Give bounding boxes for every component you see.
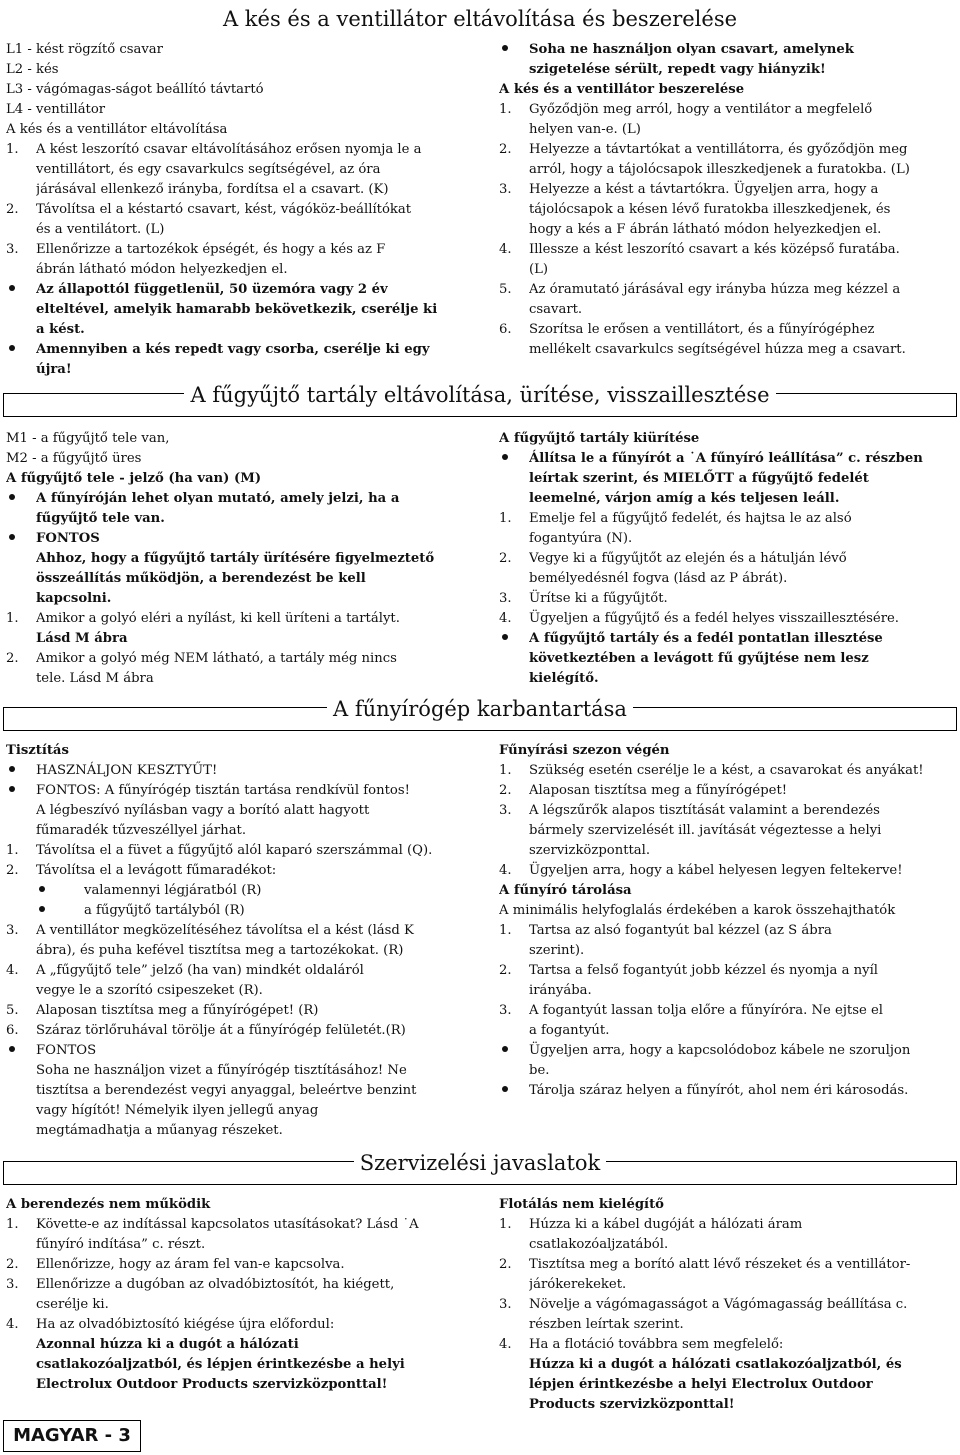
numbered-item [6,609,470,649]
item-number: 2. [6,202,19,217]
text-line: Alaposan tisztítsa meg a fűnyírógépet! [529,783,788,798]
numbered-item [6,200,470,240]
item-text [36,609,470,649]
text-line: járásával ellenkező irányba, fordítsa el a csavart. (K) [36,182,389,197]
numbered-item [6,1021,470,1041]
item-text [529,509,959,549]
text-line: Ahhoz, hogy a fűgyűjtő tartály ürítésére figyelmeztető [36,551,435,566]
text-line: részben leírtak szerint. [529,1317,684,1332]
item-text [529,761,959,781]
numbered-item [499,761,959,781]
paragraph: L4 - ventillátor [6,102,106,117]
item-text [36,280,470,340]
text-line: Lásd M ábra [36,631,128,646]
text-line: FONTOS [36,1043,97,1058]
text-line: A légszűrők alapos tisztítását valamint a berendezés [529,803,880,818]
item-text [529,1001,959,1041]
text-line: vagy hígítót! Némelyik ilyen jellegű anyag [36,1103,319,1118]
text-line: Tartsa a felső fogantyút jobb kézzel és nyomja a nyíl [529,963,879,978]
item-text [529,609,959,629]
text-line: Tárolja száraz helyen a fűnyírót, ahol nem éri károsodás. [529,1083,909,1098]
text-line: lépjen érintkezésbe a helyi Electrolux Outdoor [529,1377,873,1392]
bullet-dot-icon [6,761,12,781]
paragraph: L2 - kés [6,62,59,77]
text-line: Állítsa le a fűnyírót a ˙A fűnyíró leállítása” c. részben [529,451,923,466]
text-line: Tisztítsa meg a borító alatt lévő részeket és a ventillátor- [529,1257,911,1272]
text-line: Ügyeljen arra, hogy a kábel helyesen legyen feltekerve! [529,863,903,878]
left-column [6,741,470,1141]
text-line: Amikor a golyó eléri a nyílást, ki kell üríteni a tartályt. [36,611,400,626]
text-line: Electrolux Outdoor Products szervizközponttal! [36,1377,388,1392]
text-line: csavart. [529,302,583,317]
text-line: arról, hogy a tájolócsapok illeszkedjenek a furatokba. (L) [529,162,910,177]
numbered-item [499,140,959,180]
item-text [36,1001,470,1021]
item-number: 3. [6,923,19,938]
section-title: A kés és a ventillátor eltávolítása és beszerelése [222,7,738,31]
item-number: 2. [499,1257,512,1272]
item-text [36,861,470,881]
item-number: 4. [499,1337,512,1352]
item-number: 1. [499,511,512,526]
item-text [36,1215,470,1255]
text-line: fűgyűjtő tele van. [36,511,165,526]
text-line: Vegye ki a fűgyűjtőt az elején és a hátulján lévő [529,551,847,566]
text-line: Távolítsa el a füvet a fűgyűjtő alól kaparó szerszámmal (Q). [36,843,433,858]
text-line: A kést leszorító csavar eltávolításához erősen nyomja le a [36,142,422,157]
right-column [499,429,959,689]
bullet-dot-icon [6,280,12,300]
numbered-item [6,140,470,200]
item-text [529,240,959,280]
subheading: A fűgyűjtő tartály kiürítése [499,431,700,446]
item-text [529,140,959,180]
subheading: Flotálás nem kielégítő [499,1197,664,1212]
bullet-item [6,529,470,609]
text-line: fűnyíró indítása” c. részt. [36,1237,206,1252]
text-line: A fűnyíróján lehet olyan mutató, amely jelzi, ha a [36,491,400,506]
item-number: 2. [499,142,512,157]
text-line: Tartsa az alsó fogantyút bal kézzel (az S ábra [529,923,832,938]
numbered-item [6,1215,470,1255]
text-line: Az állapottól függetlenül, 50 üzemóra vagy 2 év [36,282,388,297]
bullet-dot-icon [36,881,42,901]
text-line: leírtak szerint, és MIELŐTT a fűgyűjtő fedelét [529,471,869,486]
text-line: Illessze a kést leszorító csavart a kés középső furatába. [529,242,900,257]
subheading: A fűgyűjtő tele - jelző (ha van) (M) [6,471,262,486]
text-line: A ventillátor megközelítéséhez távolítsa el a kést (lásd K [36,923,414,938]
text-line: Szükség esetén cserélje le a kést, a csavarokat és anyákat! [529,763,924,778]
numbered-item [6,1315,470,1395]
right-column [499,1195,959,1415]
text-line: FONTOS [36,531,100,546]
bullet-item [6,489,470,529]
text-line: A „fűgyűjtő tele” jelző (ha van) mindkét oldaláról [36,963,364,978]
text-line: helyen van-e. (L) [529,122,641,137]
item-text [529,1041,959,1081]
text-line: Soha ne használjon vizet a fűnyírógép tisztításához! Ne [36,1063,407,1078]
text-line: Soha ne használjon olyan csavart, amelynek [529,42,854,57]
numbered-item [499,781,959,801]
item-number: 2. [499,551,512,566]
item-text [36,200,470,240]
bullet-item [6,280,470,340]
numbered-item [499,1255,959,1295]
numbered-item [499,1215,959,1255]
item-text [529,1255,959,1295]
right-column [499,741,959,1101]
item-number: 3. [499,1297,512,1312]
numbered-item [6,649,470,689]
left-column [6,40,470,380]
item-number: 6. [6,1023,19,1038]
text-line: szigetelése sérült, repedt vagy hiányzik! [529,62,826,77]
text-line: A légbeszívó nyílásban vagy a borító alatt hagyott [36,803,370,818]
text-line: ábrán látható módon helyezkedjen el. [36,262,288,277]
numbered-item [499,280,959,320]
text-line: leemelné, várjon amíg a kés teljesen leáll. [529,491,840,506]
bullet-dot-icon [6,529,12,549]
text-line: Az óramutató járásával egy irányba húzza meg kézzel a [529,282,901,297]
item-number: 2. [499,783,512,798]
text-line: csatlakozóaljzatból, és lépjen érintkezésbe a helyi [36,1357,405,1372]
text-line: Ha a flotáció továbbra sem megfelelő: [529,1337,784,1352]
item-text [36,961,470,1001]
numbered-item [499,1295,959,1335]
bullet-item [6,901,470,921]
bullet-dot-icon [6,340,12,360]
numbered-item [6,1255,470,1275]
page-footer: MAGYAR - 3 [3,1420,141,1452]
text-line: fogantyúra (N). [529,531,633,546]
numbered-item [499,509,959,549]
item-number: 4. [6,963,19,978]
item-number: 1. [499,1217,512,1232]
item-text [529,781,959,801]
bullet-dot-icon [499,629,505,649]
text-line: kapcsolni. [36,591,112,606]
text-line: Ellenőrizze a tartozékok épségét, és hogy a kés az F [36,242,386,257]
text-line: Ügyeljen arra, hogy a kapcsolódoboz kábele ne szoruljon [529,1043,911,1058]
item-text [529,921,959,961]
item-text [36,340,470,380]
numbered-item [499,801,959,861]
item-text [36,921,470,961]
text-line: ábra), és puha kefével tisztítsa meg a tartozékokat. (R) [36,943,404,958]
text-line: Húzza ki a kábel dugóját a hálózati áram [529,1217,803,1232]
item-text [36,529,470,609]
item-number: 5. [499,282,512,297]
text-line: Távolítsa el a késtartó csavart, kést, vágóköz-beállítókat [36,202,412,217]
item-text [84,901,470,921]
item-text [529,449,959,509]
text-line: Száraz törlőruhával törölje át a fűnyírógép felületét.(R) [36,1023,406,1038]
item-number: 5. [6,1003,19,1018]
item-text [36,761,470,781]
numbered-item [499,961,959,1001]
bullet-item [6,340,470,380]
subheading: A kés és a ventillátor beszerelése [499,82,745,97]
item-number: 4. [499,611,512,626]
bullet-dot-icon [499,449,505,469]
text-line: Ellenőrizze, hogy az áram fel van-e kapcsolva. [36,1257,345,1272]
item-number: 2. [499,963,512,978]
numbered-item [499,240,959,280]
text-line: Győződjön meg arról, hogy a ventilátor a megfelelő [529,102,873,117]
item-number: 2. [6,651,19,666]
text-line: következtében a levágott fű gyűjtése nem lesz [529,651,869,666]
text-line: A fogantyút lassan tolja előre a fűnyíróra. Ne ejtse el [529,1003,883,1018]
paragraph: A kés és a ventillátor eltávolítása [6,122,228,137]
text-line: összeállítás működjön, a berendezést be kell [36,571,366,586]
bullet-dot-icon [6,781,12,801]
text-line: Szorítsa le erősen a ventillátort, és a fűnyírógéphez [529,322,875,337]
item-number: 1. [499,923,512,938]
bullet-dot-icon [499,1041,505,1061]
bullet-dot-icon [36,901,42,921]
text-line: Ellenőrizze a dugóban az olvadóbiztosítót, ha kiégett, [36,1277,395,1292]
bullet-item [6,781,470,841]
item-number: 1. [499,763,512,778]
text-line: ventillátort, és egy csavarkulcs segítségével, az óra [36,162,381,177]
item-text [36,1275,470,1315]
paragraph: L1 - kést rögzítő csavar [6,42,163,57]
item-text [529,1295,959,1335]
text-line: vegye le a szorító csipeszeket (R). [36,983,263,998]
text-line: szervizközponttal. [529,843,651,858]
numbered-item [499,100,959,140]
numbered-item [499,609,959,629]
text-line: kielégítő. [529,671,599,686]
subheading: A fűnyíró tárolása [499,883,632,898]
subheading: A berendezés nem működik [6,1197,211,1212]
text-line: tájolócsapok a késen lévő furatokba illeszkedjenek, és [529,202,891,217]
numbered-item [499,589,959,609]
text-line: Távolítsa el a levágott fűmaradékot: [36,863,277,878]
numbered-item [6,841,470,861]
numbered-item [6,921,470,961]
item-number: 3. [6,1277,19,1292]
numbered-item [499,1335,959,1415]
item-number: 1. [6,843,19,858]
item-text [529,1081,959,1101]
item-text [529,801,959,861]
item-text [36,1315,470,1395]
paragraph: M1 - a fűgyűjtő tele van, [6,431,170,446]
item-number: 1. [6,142,19,157]
bullet-item [499,1041,959,1081]
text-line: valamennyi légjáratból (R) [84,883,262,898]
text-line: Amikor a golyó még NEM látható, a tartály még nincs [36,651,397,666]
text-line: Növelje a vágómagasságot a Vágómagasság beállítása c. [529,1297,908,1312]
text-line: A fűgyűjtő tartály és a fedél pontatlan illesztése [529,631,883,646]
subheading: Tisztítás [6,743,69,758]
text-line: tisztítsa a berendezést vegyi anyaggal, beleértve benzint [36,1083,417,1098]
item-number: 4. [499,242,512,257]
numbered-item [499,1001,959,1041]
bullet-item [499,449,959,509]
text-line: mellékelt csavarkulcs segítségével húzza meg a csavart. [529,342,906,357]
item-number: 4. [499,863,512,878]
paragraph: L3 - vágómagas-ságot beállító távtartó [6,82,264,97]
item-number: 3. [499,182,512,197]
left-column [6,1195,470,1395]
bullet-item [499,1081,959,1101]
numbered-item [499,921,959,961]
text-line: bármely szervizelését ill. javítását végeztesse a helyi [529,823,882,838]
item-number: 3. [499,803,512,818]
text-line: megtámadhatja a műanyag részeket. [36,1123,283,1138]
text-line: elteltével, amelyik hamarabb bekövetkezik, cserélje ki [36,302,438,317]
section-title: A fűgyűjtő tartály eltávolítása, ürítése, visszaillesztése [3,393,957,417]
item-text [529,180,959,240]
text-line: cserélje ki. [36,1297,109,1312]
text-line: újra! [36,362,72,377]
bullet-item [499,629,959,689]
text-line: Alaposan tisztítsa meg a fűnyírógépet! (R) [36,1003,319,1018]
text-line: Amennyiben a kés repedt vagy csorba, cserélje ki egy [36,342,430,357]
text-line: csatlakozóaljzatából. [529,1237,669,1252]
numbered-item [6,961,470,1001]
subheading: Fűnyírási szezon végén [499,743,670,758]
item-number: 1. [6,1217,19,1232]
item-number: 1. [499,102,512,117]
text-line: hogy a kés a F ábrán látható módon helyezkedjen el. [529,222,882,237]
text-line: Ürítse ki a fűgyűjtőt. [529,591,668,606]
text-line: fűmaradék tűzveszéllyel járhat. [36,823,247,838]
item-text [36,841,470,861]
text-line: bemélyedésnél fogva (lásd az P ábrát). [529,571,788,586]
text-line: FONTOS: A fűnyírógép tisztán tartása rendkívül fontos! [36,783,410,798]
item-text [529,40,959,80]
text-line: járókerekeket. [529,1277,627,1292]
text-line: Követte-e az indítással kapcsolatos utasításokat? Lásd ˙A [36,1217,419,1232]
text-line: tele. Lásd M ábra [36,671,154,686]
numbered-item [6,240,470,280]
bullet-item [6,881,470,901]
item-text [36,1021,470,1041]
item-text [36,489,470,529]
section-title: Szervizelési javaslatok [3,1161,957,1185]
text-line: Húzza ki a dugót a hálózati csatlakozóaljzatból, és [529,1357,902,1372]
item-text [529,1215,959,1255]
numbered-item [6,1001,470,1021]
item-number: 2. [6,863,19,878]
item-number: 2. [6,1257,19,1272]
text-line: be. [529,1063,550,1078]
item-text [36,649,470,689]
numbered-item [499,549,959,589]
item-number: 1. [6,611,19,626]
paragraph: M2 - a fűgyűjtő üres [6,451,142,466]
numbered-item [499,861,959,881]
bullet-dot-icon [499,1081,505,1101]
text-line: Emelje fel a fűgyűjtő fedelét, és hajtsa le az alsó [529,511,852,526]
text-line: Azonnal húzza ki a dugót a hálózati [36,1337,299,1352]
item-text [36,1255,470,1275]
item-text [529,320,959,360]
bullet-dot-icon [6,1041,12,1061]
bullet-item [499,40,959,80]
bullet-dot-icon [6,489,12,509]
item-text [529,100,959,140]
right-column [499,40,959,360]
bullet-item [6,1041,470,1141]
text-line: Ügyeljen a fűgyűjtő és a fedél helyes visszaillesztésére. [529,611,899,626]
item-number: 3. [499,1003,512,1018]
item-text [529,549,959,589]
item-text [529,589,959,609]
text-line: Helyezze a távtartókat a ventillátorra, és győződjön meg [529,142,908,157]
text-line: a kést. [36,322,85,337]
item-text [529,629,959,689]
bullet-dot-icon [499,40,505,60]
numbered-item [499,320,959,360]
item-number: 3. [499,591,512,606]
item-text [529,280,959,320]
text-line: Ha az olvadóbiztosító kiégése újra előfordul: [36,1317,335,1332]
left-column [6,429,470,689]
paragraph: A minimális helyfoglalás érdekében a karok összehajthatók [499,903,896,918]
numbered-item [499,180,959,240]
item-number: 4. [6,1317,19,1332]
text-line: szerint). [529,943,585,958]
item-text [36,140,470,200]
item-number: 3. [6,242,19,257]
text-line: a fogantyút. [529,1023,610,1038]
item-number: 6. [499,322,512,337]
item-text [36,240,470,280]
text-line: a fűgyűjtő tartályból (R) [84,903,245,918]
item-text [529,861,959,881]
numbered-item [6,1275,470,1315]
item-text [529,1335,959,1415]
text-line: Helyezze a kést a távtartókra. Ügyeljen arra, hogy a [529,182,879,197]
item-text [36,1041,470,1141]
section-title: A fűnyírógép karbantartása [3,707,957,731]
item-text [36,781,470,841]
item-text [84,881,470,901]
numbered-item [6,861,470,881]
bullet-item [6,761,470,781]
item-text [529,961,959,1001]
text-line: és a ventilátort. (L) [36,222,165,237]
text-line: Products szervizközponttal! [529,1397,735,1412]
text-line: HASZNÁLJON KESZTYŰT! [36,763,218,778]
text-line: irányába. [529,983,592,998]
text-line: (L) [529,262,549,277]
